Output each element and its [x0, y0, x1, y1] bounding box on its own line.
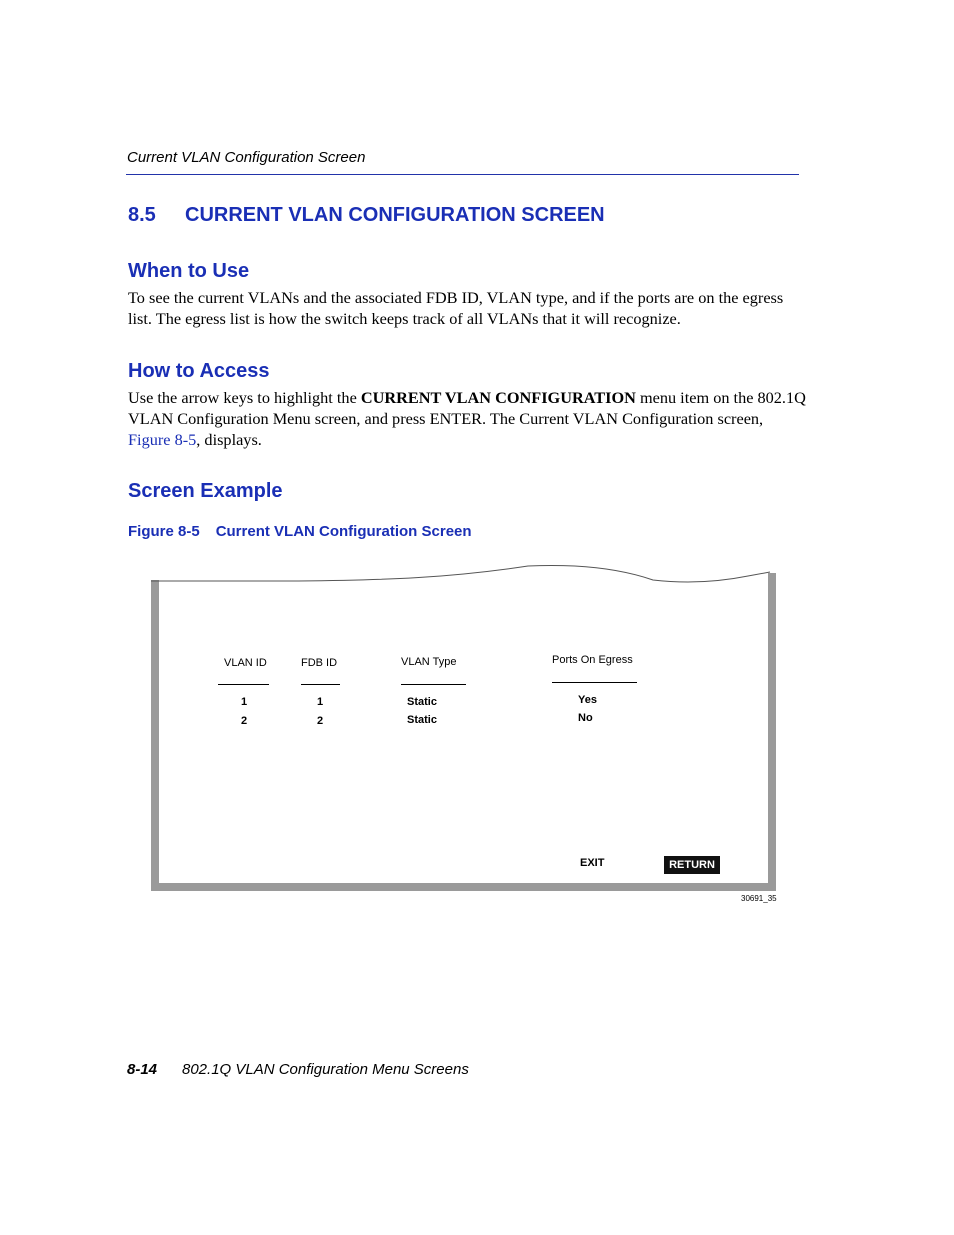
when-to-use-heading: When to Use — [128, 260, 250, 282]
col-underline — [301, 684, 340, 685]
header-rule — [126, 174, 799, 175]
figure-title: Current VLAN Configuration Screen — [215, 523, 472, 540]
section-title-text: CURRENT VLAN CONFIGURATION SCREEN — [185, 204, 605, 226]
figure-id: 30691_35 — [741, 894, 777, 903]
col-underline — [401, 684, 466, 685]
page-number: 8-14 — [127, 1061, 158, 1078]
figure-label: Figure 8-5 — [128, 523, 200, 540]
how-to-access-heading: How to Access — [128, 360, 270, 382]
cell-vlan-type: Static — [407, 714, 437, 726]
col-header-fdb-id: FDB ID — [301, 657, 338, 669]
col-underline — [218, 684, 269, 685]
page-footer — [127, 1061, 469, 1078]
running-head: Current VLAN Configuration Screen — [127, 149, 366, 166]
cell-vlan-type: Static — [407, 696, 437, 708]
when-to-use-text: To see the current VLANs and the associated FDB ID, VLAN type, and if the ports are on the egress list. The egress list is how the switch keeps track of all VLANs that it will recognize. — [128, 288, 784, 328]
col-header-vlan-type: VLAN Type — [401, 656, 457, 668]
how-to-access-text-2: menu item on the 802.1Q VLAN Configuration Menu screen, and press ENTER. The Current VLAN Configuration screen, — [128, 388, 806, 428]
return-command[interactable]: RETURN — [664, 856, 720, 874]
screen-frame — [148, 560, 780, 895]
cell-egress: Yes — [578, 694, 597, 706]
how-to-access-text — [128, 387, 808, 450]
menu-item-name: CURRENT VLAN CONFIGURATION — [360, 388, 636, 407]
how-to-access-text-3: , displays. — [196, 430, 262, 449]
cell-vlan-id: 1 — [241, 696, 248, 708]
chapter-title: 802.1Q VLAN Configuration Menu Screens — [182, 1061, 469, 1078]
cell-fdb-id: 1 — [317, 696, 324, 708]
cell-vlan-id: 2 — [241, 715, 248, 727]
col-header-ports-on-egress: Ports On Egress — [552, 654, 633, 666]
how-to-access-text-1: Use the arrow keys to highlight the — [128, 388, 361, 407]
screen-example-heading: Screen Example — [128, 480, 283, 502]
cell-egress: No — [578, 712, 593, 724]
section-title — [128, 204, 605, 227]
figure-link[interactable]: Figure 8-5 — [128, 430, 197, 449]
figure-caption — [128, 523, 472, 540]
cell-fdb-id: 2 — [317, 715, 324, 727]
col-header-vlan-id: VLAN ID — [224, 657, 267, 669]
col-underline — [552, 682, 637, 683]
exit-command[interactable]: EXIT — [580, 857, 605, 869]
section-number: 8.5 — [128, 204, 156, 226]
